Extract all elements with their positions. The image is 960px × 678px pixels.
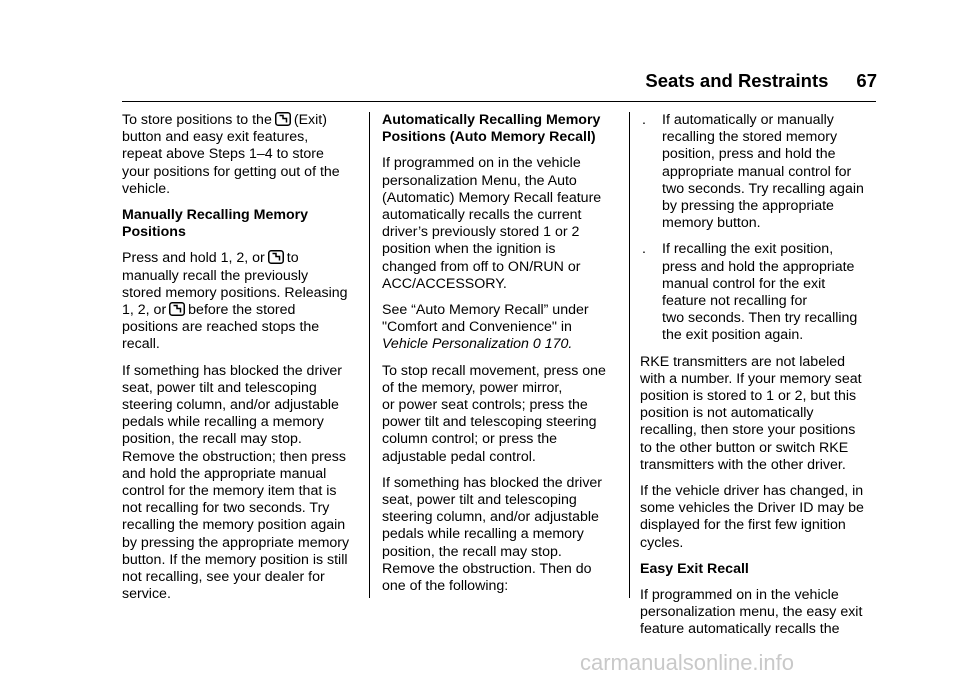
bullet-mark: . (642, 112, 646, 128)
paragraph-store-exit: To store positions to the (Exit) button and easy exit features, repeat above Steps 1–4 to store your positions for getting out of the vehicle. (122, 112, 340, 197)
column-2 (382, 112, 622, 604)
paragraph-blocked-2: If something has blocked the driver seat, power tilt and telescoping steering column, and/or adjustable pedals while recalling a memory position, the recall may stop. Remove the obstruction. Then do one of the following: (382, 474, 603, 595)
exit-button-icon (275, 112, 291, 126)
exit-button-icon (268, 250, 284, 264)
section-title: Seats and Restraints (645, 70, 829, 91)
page-number: 67 (856, 70, 877, 91)
page-header (0, 70, 877, 92)
heading-auto-recall: Automatically Recalling Memory Positions (Auto Memory Recall) (382, 112, 601, 146)
bullet-mark: . (642, 241, 646, 258)
bullet-item: . If recalling the exit position, press and hold the appropriate manual control for the exit feature not recalling for two seconds. Then try recalling the exit position again. (642, 241, 858, 344)
paragraph-driver-id: If the vehicle driver has changed, in some vehicles the Driver ID may be displayed for the first few ignition cycles. (640, 483, 864, 551)
column-divider (369, 112, 370, 598)
exit-button-icon (169, 302, 185, 316)
column-3 (640, 112, 880, 648)
paragraph-see-reference: See “Auto Memory Recall” under "Comfort and Convenience" in Vehicle Personalization 0 170. (382, 302, 589, 353)
paragraph-manual-recall: Press and hold 1, 2, or to manually recall the previously stored memory positions. Releasing 1, 2, or before the stored positions are reached stops the recall. (122, 250, 348, 353)
paragraph-rke: RKE transmitters are not labeled with a number. If your memory seat position is stored to 1 or 2, but this position is not automatically recalling, then store your positions to the other button or switch RKE transmitters with the other driver. (640, 353, 862, 473)
bullet-item: . If automatically or manually recalling the stored memory position, press and hold the appropriate manual control for two seconds. Try recalling again by pressing the appropriate memory button. (642, 112, 864, 232)
reference-page: 0 170. (532, 336, 573, 353)
paragraph-auto-recall: If programmed on in the vehicle personalization Menu, the Auto (Automatic) Memory Recall feature automatically recalls the current driver’s previously stored 1 or 2 position when the ignition is changed from off to ON/RUN or ACC/ACCESSORY. (382, 155, 602, 292)
paragraph-blocked: If something has blocked the driver seat, power tilt and telescoping steering column, and/or adjustable pedals while recalling a memory position, the recall may stop. Remove the obstruction; then press and hold the appropriate manual control for the memory item that is not recalling for two seconds. Try recalling the memory position again by pressing the appropriate memory button. If the memory position is still not recalling, see your dealer for service. (122, 362, 350, 603)
paragraph-stop-recall: To stop recall movement, press one of the memory, power mirror, or power seat controls; press the power tilt and telescoping steering column control; or press the adjustable pedal control. (382, 362, 606, 465)
heading-manual-recall: Manually Recalling Memory Positions (122, 207, 309, 241)
reference-link[interactable]: Vehicle Personalization (382, 336, 529, 353)
paragraph-easy-exit: If programmed on in the vehicle personalization menu, the easy exit feature automatically recalls the (640, 587, 863, 638)
column-1 (122, 112, 362, 612)
heading-easy-exit: Easy Exit Recall (640, 560, 749, 577)
watermark: carmanualsonline.info (580, 650, 795, 675)
header-rule (122, 101, 876, 102)
column-divider (629, 112, 630, 598)
